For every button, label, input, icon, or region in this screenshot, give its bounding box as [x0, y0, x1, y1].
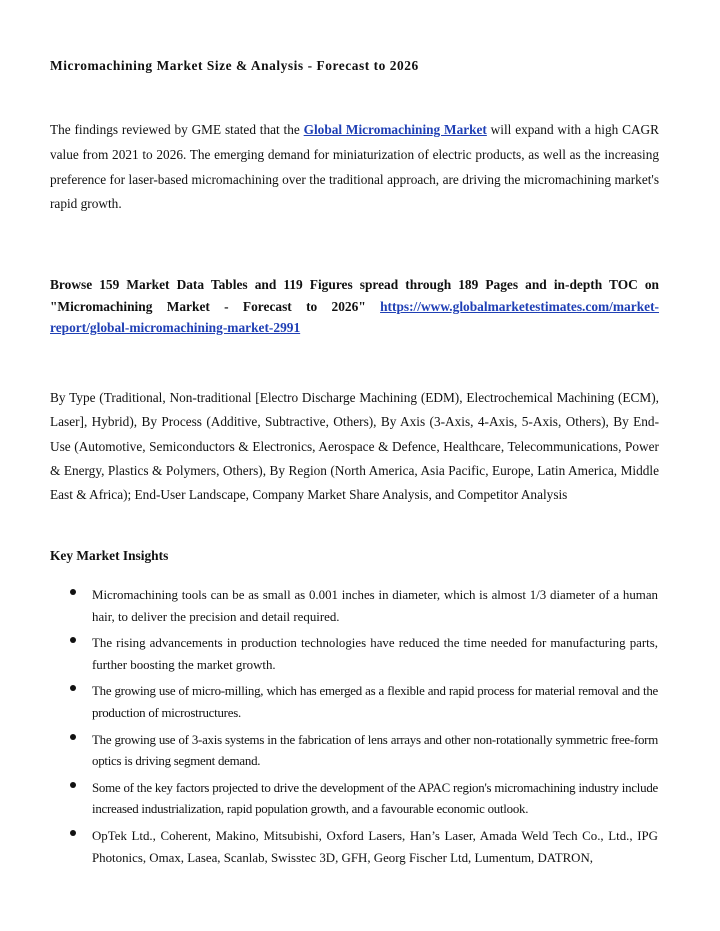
segments-paragraph: By Type (Traditional, Non-traditional [Electro Discharge Machining (EDM), Electrochemical Machining (ECM), Laser], Hybrid), By Process (Additive, Subtractive, Others), By Axis (3-Axis, 4-Axis, 5-Axis, Others), By End-Use (Automotive, Semiconductors & Electronics, Aerospace & Defence, Healthcare, Telecommunications, Power & Energy, Plastics & Polymers, Others), By Region (North America, Asia Pacific, Europe, Latin America, Middle East & Africa); End-User Landscape, Company Market Share Analysis, and Competitor Analysis [50, 390, 659, 503]
intro-text-before: The findings reviewed by GME stated that the [50, 122, 304, 137]
bullet-icon [70, 734, 76, 740]
market-link[interactable]: Global Micromachining Market [303, 122, 487, 137]
document-title: Micromachining Market Size & Analysis - Forecast to 2026 [50, 58, 419, 73]
list-item [0, 633, 720, 676]
list-item [0, 585, 720, 628]
list-item-text: The growing use of micro-milling, which has emerged as a flexible and rapid process for material removal and the production of microstructures. [92, 684, 658, 720]
list-item-text: The growing use of 3-axis systems in the fabrication of lens arrays and other non-rotationally symmetric free-form optics is driving segment demand. [92, 732, 658, 769]
list-item-text: Micromachining tools can be as small as 0.001 inches in diameter, which is almost 1/3 diameter of a human hair, to deliver the precision and detail required. [92, 588, 658, 624]
browse-paragraph [50, 274, 659, 339]
intro-text-after: will expand with a high CAGR value from 2021 to 2026. The emerging demand for miniaturization of electric products, as well as the increasing preference for laser-based micromachining over the traditional approach, are driving the micromachining market's rapid growth. [50, 122, 660, 212]
list-item [0, 778, 720, 821]
report-url-link[interactable]: https://www.globalmarketestimates.com/market-report/global-micromachining-market-2991 [50, 298, 659, 335]
intro-paragraph [50, 118, 659, 217]
list-item [0, 730, 720, 773]
list-item-text: Some of the key factors projected to drive the development of the APAC region's micromachining industry include increased industrialization, rapid population growth, and a favourable economic outlook. [92, 780, 658, 817]
bullet-icon [70, 830, 76, 836]
key-insights-heading: Key Market Insights [50, 548, 169, 563]
bullet-icon [70, 685, 76, 691]
insights-list [0, 585, 720, 874]
list-item [0, 826, 720, 869]
list-item [0, 681, 720, 724]
list-item-text: The rising advancements in production technologies have reduced the time needed for manufacturing parts, further boosting the market growth. [92, 636, 658, 672]
bullet-icon [70, 637, 76, 643]
list-item-text: OpTek Ltd., Coherent, Makino, Mitsubishi, Oxford Lasers, Han’s Laser, Amada Weld Tech Co., Ltd., IPG Photonics, Omax, Lasea, Scanlab, Swisstec 3D, GFH, Georg Fischer Ltd, Lumentum, DATRON, [92, 828, 658, 865]
bullet-icon [70, 589, 76, 595]
bullet-icon [70, 782, 76, 788]
browse-text: Browse 159 Market Data Tables and 119 Figures spread through 189 Pages and in-depth TOC on "Micromachining Market - Forecast to 2026" [50, 277, 659, 314]
